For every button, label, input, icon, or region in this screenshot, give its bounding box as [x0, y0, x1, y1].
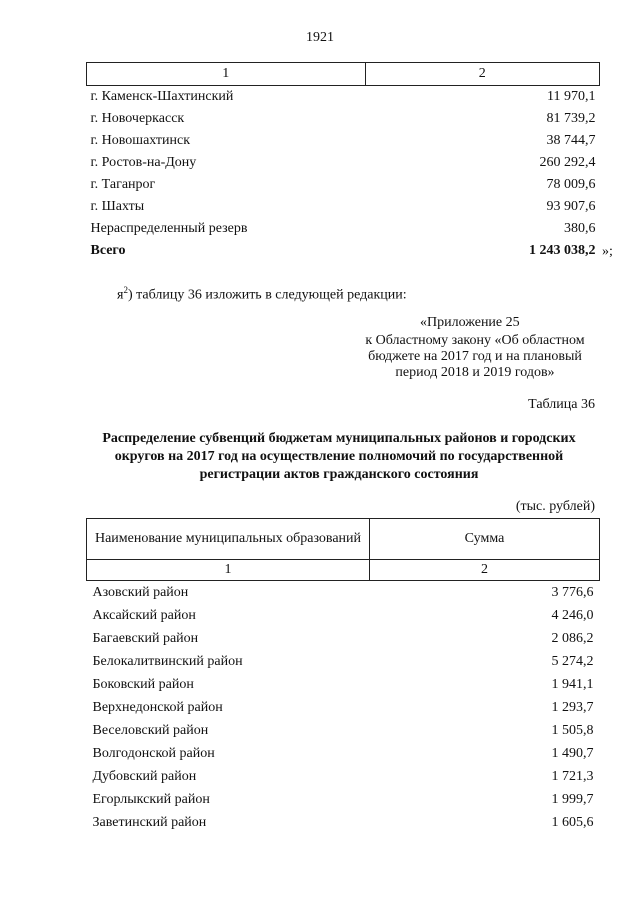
district-name: Аксайский район — [92, 607, 196, 623]
amount-value: 260 292,4 — [539, 155, 596, 170]
amount-value: 5 274,2 — [551, 653, 594, 669]
table-row — [87, 218, 600, 240]
table-label: Таблица 36 — [528, 397, 595, 412]
column-index-1: 1 — [87, 63, 366, 86]
column-header-name: Наименование муниципальных образований — [87, 519, 370, 560]
appendix-reference: к Областному закону «Об областном бюджете на 2017 год и на плановый период 2018 и 2019 годов» — [365, 333, 585, 380]
total-value: 1 243 038,2 — [529, 243, 596, 258]
district-name: Боковский район — [92, 676, 194, 692]
district-name: Белокалитвинский район — [92, 653, 243, 669]
table-heading: Распределение субвенций бюджетам муниципальных районов и городских округов на 2017 год на осуществление полномочий по государственной регистрации актов гражданского состояния — [102, 431, 576, 482]
table-row — [87, 152, 600, 174]
district-name: Багаевский район — [92, 630, 199, 646]
table-row — [87, 788, 600, 811]
amendment-instruction — [117, 285, 407, 304]
municipality-name: г. Новочеркасск — [90, 111, 185, 126]
amount-value: 4 246,0 — [551, 607, 594, 623]
municipality-name: г. Ростов-на-Дону — [90, 155, 197, 170]
district-name: Азовский район — [92, 584, 189, 600]
closing-quote: »; — [602, 244, 613, 259]
amount-value: 1 999,7 — [551, 791, 594, 807]
district-name: Егорлыкский район — [92, 791, 210, 807]
instruction-superscript: 2 — [123, 285, 128, 295]
municipality-name: г. Новошахтинск — [90, 133, 191, 148]
table-row — [87, 581, 600, 605]
district-name: Волгодонской район — [92, 745, 215, 761]
table-row — [87, 604, 600, 627]
instruction-text: ) таблицу 36 изложить в следующей редакции: — [127, 287, 407, 303]
municipality-name: г. Таганрог — [90, 177, 156, 192]
total-label: Всего — [90, 243, 126, 258]
table-row — [87, 627, 600, 650]
amount-value: 3 776,6 — [551, 584, 594, 600]
amount-value: 1 293,7 — [551, 699, 594, 715]
column-index-1: 1 — [87, 560, 370, 581]
table-header-row — [87, 63, 600, 86]
column-index-row — [87, 560, 600, 581]
table-row — [87, 765, 600, 788]
instruction-letter: я — [117, 287, 124, 303]
municipality-name: г. Шахты — [90, 199, 145, 214]
amount-value: 1 505,8 — [551, 722, 594, 738]
table-row — [87, 811, 600, 834]
city-subvention-table — [86, 62, 600, 262]
district-name: Заветинский район — [92, 814, 207, 830]
amount-value: 1 941,1 — [551, 676, 594, 692]
amount-value: 93 907,6 — [546, 199, 596, 214]
table-row — [87, 742, 600, 765]
units-label: (тыс. рублей) — [515, 499, 595, 514]
table-row — [87, 696, 600, 719]
appendix-title: «Приложение 25 — [420, 315, 520, 330]
amount-value: 380,6 — [564, 221, 596, 236]
district-name: Веселовский район — [92, 722, 209, 738]
amount-value: 1 605,6 — [551, 814, 594, 830]
municipality-name: г. Каменск-Шахтинский — [90, 89, 234, 104]
district-subvention-table — [86, 518, 600, 834]
amount-value: 38 744,7 — [546, 133, 596, 148]
amount-value: 11 970,1 — [547, 89, 596, 104]
table-row — [87, 196, 600, 218]
table-row — [87, 673, 600, 696]
amount-value: 78 009,6 — [546, 177, 596, 192]
district-name: Верхнедонской район — [92, 699, 223, 715]
amount-value: 2 086,2 — [551, 630, 594, 646]
table-row — [87, 108, 600, 130]
district-name: Дубовский район — [92, 768, 197, 784]
table-header-row — [87, 519, 600, 560]
table-row — [87, 719, 600, 742]
municipality-name: Нераспределенный резерв — [90, 221, 248, 236]
table-row — [87, 174, 600, 196]
total-row — [87, 240, 600, 262]
amount-value: 1 490,7 — [551, 745, 594, 761]
amount-value: 81 739,2 — [546, 111, 596, 126]
column-header-sum: Сумма — [370, 519, 600, 560]
page-number: 1921 — [306, 30, 334, 45]
table-row — [87, 86, 600, 109]
column-index-2: 2 — [370, 560, 600, 581]
column-index-2: 2 — [365, 63, 599, 86]
table-row — [87, 650, 600, 673]
table-row — [87, 130, 600, 152]
amount-value: 1 721,3 — [551, 768, 594, 784]
